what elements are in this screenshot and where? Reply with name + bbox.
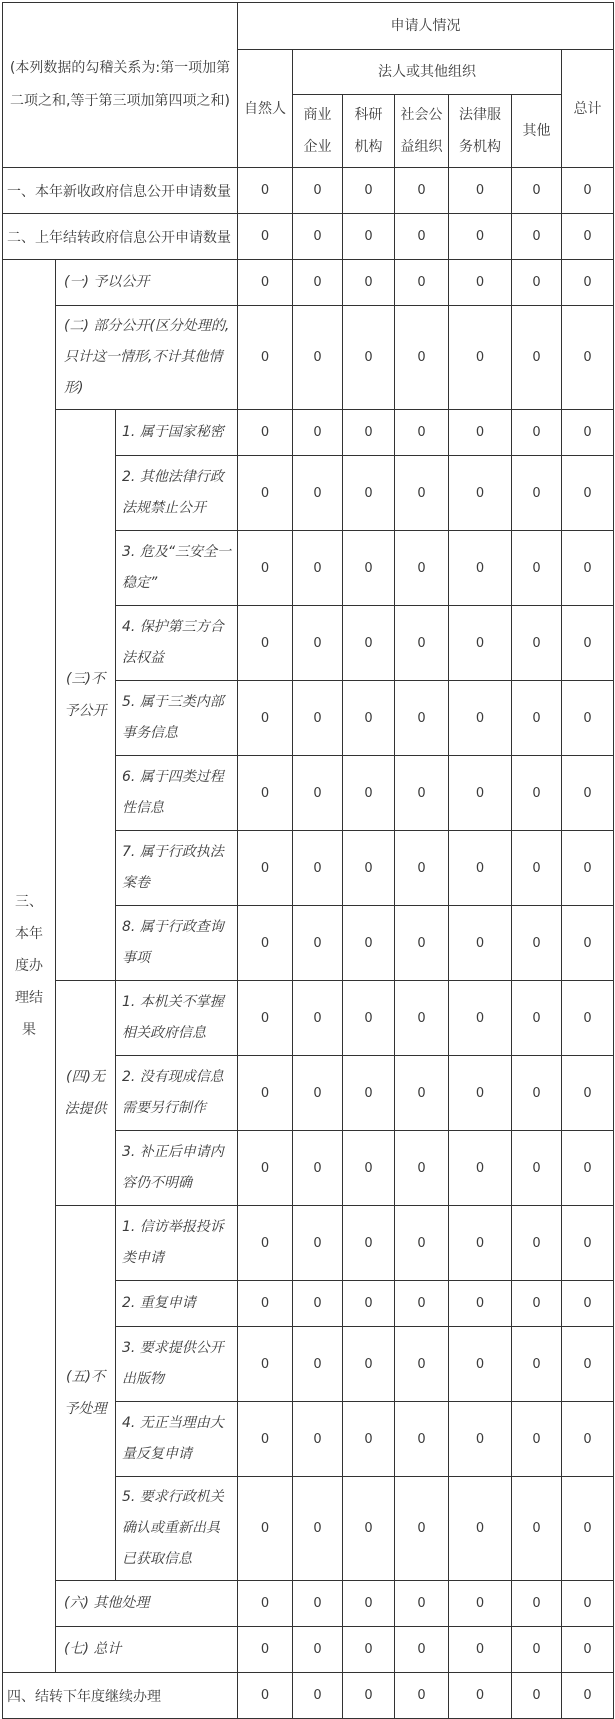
value-cell: 0 (395, 831, 449, 906)
value-cell: 0 (238, 410, 293, 456)
value-cell: 0 (238, 1281, 293, 1327)
value-cell: 0 (512, 410, 562, 456)
header-org-column: 社会公益组织 (395, 95, 449, 168)
header-org-column: 其他 (512, 95, 562, 168)
value-cell: 0 (238, 831, 293, 906)
value-cell: 0 (343, 1477, 395, 1581)
item-label: 6. 属于四类过程性信息 (116, 756, 238, 831)
table-row (3, 1581, 614, 1627)
value-cell: 0 (395, 410, 449, 456)
value-cell: 0 (293, 1627, 343, 1673)
value-cell: 0 (512, 1206, 562, 1281)
value-cell: 0 (449, 681, 512, 756)
table-row (3, 260, 614, 306)
value-cell: 0 (343, 1327, 395, 1402)
value-cell: 0 (395, 214, 449, 260)
value-cell: 0 (449, 1581, 512, 1627)
value-cell: 0 (238, 1673, 293, 1719)
value-cell: 0 (293, 756, 343, 831)
value-cell: 0 (449, 168, 512, 214)
value-cell: 0 (343, 456, 395, 531)
value-cell: 0 (293, 1581, 343, 1627)
value-cell: 0 (449, 606, 512, 681)
row-label: 二、上年结转政府信息公开申请数量 (3, 214, 238, 260)
group-label: (二) 部分公开(区分处理的,只计这一情形,不计其他情形) (56, 306, 238, 410)
header-org-column: 商业企业 (293, 95, 343, 168)
value-cell: 0 (395, 1281, 449, 1327)
value-cell: 0 (395, 1477, 449, 1581)
value-cell: 0 (293, 1327, 343, 1402)
table-row (3, 410, 614, 456)
value-cell: 0 (449, 1056, 512, 1131)
value-cell: 0 (293, 168, 343, 214)
item-label: 3. 补正后申请内容仍不明确 (116, 1131, 238, 1206)
header-applicant-status: 申请人情况 (238, 3, 614, 50)
value-cell: 0 (449, 1402, 512, 1477)
group-label: (六) 其他处理 (56, 1581, 238, 1627)
value-cell: 0 (512, 1281, 562, 1327)
value-cell: 0 (343, 214, 395, 260)
value-cell: 0 (238, 1402, 293, 1477)
value-cell: 0 (395, 1581, 449, 1627)
value-cell: 0 (562, 1402, 614, 1477)
value-cell: 0 (449, 1327, 512, 1402)
value-cell: 0 (512, 1402, 562, 1477)
disclosure-table (2, 2, 614, 1719)
value-cell: 0 (512, 681, 562, 756)
value-cell: 0 (562, 681, 614, 756)
value-cell: 0 (238, 456, 293, 531)
value-cell: 0 (395, 168, 449, 214)
value-cell: 0 (238, 306, 293, 410)
value-cell: 0 (238, 606, 293, 681)
value-cell: 0 (449, 531, 512, 606)
value-cell: 0 (512, 260, 562, 306)
value-cell: 0 (449, 1281, 512, 1327)
value-cell: 0 (395, 981, 449, 1056)
value-cell: 0 (562, 1056, 614, 1131)
value-cell: 0 (562, 906, 614, 981)
value-cell: 0 (562, 1327, 614, 1402)
value-cell: 0 (343, 1206, 395, 1281)
value-cell: 0 (562, 1281, 614, 1327)
item-label: 1. 本机关不掌握相关政府信息 (116, 981, 238, 1056)
value-cell: 0 (343, 260, 395, 306)
value-cell: 0 (562, 1627, 614, 1673)
value-cell: 0 (293, 1206, 343, 1281)
table-row (3, 168, 614, 214)
value-cell: 0 (512, 1056, 562, 1131)
value-cell: 0 (512, 1327, 562, 1402)
value-cell: 0 (238, 906, 293, 981)
value-cell: 0 (395, 1327, 449, 1402)
value-cell: 0 (343, 531, 395, 606)
value-cell: 0 (512, 531, 562, 606)
value-cell: 0 (293, 906, 343, 981)
value-cell: 0 (238, 260, 293, 306)
value-cell: 0 (343, 410, 395, 456)
value-cell: 0 (562, 260, 614, 306)
value-cell: 0 (343, 1581, 395, 1627)
value-cell: 0 (293, 1056, 343, 1131)
value-cell: 0 (293, 214, 343, 260)
value-cell: 0 (512, 1627, 562, 1673)
value-cell: 0 (512, 1477, 562, 1581)
value-cell: 0 (449, 906, 512, 981)
table-row (3, 214, 614, 260)
corner-note: (本列数据的勾稽关系为:第一项加第二项之和,等于第三项加第四项之和) (3, 3, 238, 168)
value-cell: 0 (395, 456, 449, 531)
value-cell: 0 (238, 1056, 293, 1131)
header-legal-or-other-org: 法人或其他组织 (293, 50, 562, 95)
item-label: 8. 属于行政查询事项 (116, 906, 238, 981)
header-row-applicant (3, 3, 614, 50)
value-cell: 0 (562, 1477, 614, 1581)
item-label: 3. 要求提供公开出版物 (116, 1327, 238, 1402)
value-cell: 0 (512, 168, 562, 214)
value-cell: 0 (293, 456, 343, 531)
value-cell: 0 (449, 831, 512, 906)
row-label: 一、本年新收政府信息公开申请数量 (3, 168, 238, 214)
item-label: 3. 危及“三安全一稳定” (116, 531, 238, 606)
group-label: (三)不予公开 (56, 410, 116, 981)
value-cell: 0 (449, 981, 512, 1056)
value-cell: 0 (512, 756, 562, 831)
value-cell: 0 (562, 410, 614, 456)
value-cell: 0 (343, 1131, 395, 1206)
value-cell: 0 (343, 1627, 395, 1673)
value-cell: 0 (395, 306, 449, 410)
table-body (3, 3, 614, 1719)
value-cell: 0 (395, 1131, 449, 1206)
value-cell: 0 (562, 1206, 614, 1281)
value-cell: 0 (449, 260, 512, 306)
value-cell: 0 (395, 1206, 449, 1281)
item-label: 5. 要求行政机关确认或重新出具已获取信息 (116, 1477, 238, 1581)
value-cell: 0 (562, 168, 614, 214)
value-cell: 0 (512, 1581, 562, 1627)
value-cell: 0 (562, 606, 614, 681)
value-cell: 0 (395, 906, 449, 981)
group-label: (五)不予处理 (56, 1206, 116, 1581)
value-cell: 0 (449, 410, 512, 456)
value-cell: 0 (343, 681, 395, 756)
value-cell: 0 (238, 1581, 293, 1627)
value-cell: 0 (238, 168, 293, 214)
value-cell: 0 (562, 214, 614, 260)
header-org-column: 法律服务机构 (449, 95, 512, 168)
value-cell: 0 (238, 1206, 293, 1281)
value-cell: 0 (343, 306, 395, 410)
value-cell: 0 (293, 1477, 343, 1581)
value-cell: 0 (293, 531, 343, 606)
value-cell: 0 (238, 1627, 293, 1673)
item-label: 4. 无正当理由大量反复申请 (116, 1402, 238, 1477)
value-cell: 0 (343, 1402, 395, 1477)
value-cell: 0 (562, 531, 614, 606)
value-cell: 0 (512, 906, 562, 981)
value-cell: 0 (395, 531, 449, 606)
value-cell: 0 (562, 1131, 614, 1206)
row-label: 四、结转下年度继续办理 (3, 1673, 238, 1719)
value-cell: 0 (293, 1131, 343, 1206)
value-cell: 0 (512, 981, 562, 1056)
header-org-column: 科研机构 (343, 95, 395, 168)
value-cell: 0 (293, 1281, 343, 1327)
value-cell: 0 (449, 756, 512, 831)
value-cell: 0 (512, 306, 562, 410)
header-natural-person: 自然人 (238, 50, 293, 168)
value-cell: 0 (395, 756, 449, 831)
value-cell: 0 (293, 260, 343, 306)
value-cell: 0 (293, 1673, 343, 1719)
value-cell: 0 (395, 1673, 449, 1719)
item-label: 7. 属于行政执法案卷 (116, 831, 238, 906)
item-label: 2. 没有现成信息需要另行制作 (116, 1056, 238, 1131)
value-cell: 0 (512, 456, 562, 531)
value-cell: 0 (293, 681, 343, 756)
table-row (3, 981, 614, 1056)
section-label: 三、本年度办理结果 (3, 260, 56, 1673)
value-cell: 0 (343, 981, 395, 1056)
value-cell: 0 (562, 1673, 614, 1719)
group-label: (一) 予以公开 (56, 260, 238, 306)
value-cell: 0 (395, 1402, 449, 1477)
value-cell: 0 (562, 306, 614, 410)
value-cell: 0 (293, 1402, 343, 1477)
value-cell: 0 (449, 1131, 512, 1206)
group-label: (七) 总计 (56, 1627, 238, 1673)
value-cell: 0 (238, 214, 293, 260)
value-cell: 0 (238, 1477, 293, 1581)
value-cell: 0 (343, 906, 395, 981)
item-label: 1. 属于国家秘密 (116, 410, 238, 456)
value-cell: 0 (449, 1627, 512, 1673)
value-cell: 0 (449, 1673, 512, 1719)
value-cell: 0 (512, 1673, 562, 1719)
value-cell: 0 (395, 260, 449, 306)
item-label: 5. 属于三类内部事务信息 (116, 681, 238, 756)
item-label: 2. 重复申请 (116, 1281, 238, 1327)
item-label: 2. 其他法律行政法规禁止公开 (116, 456, 238, 531)
value-cell: 0 (449, 456, 512, 531)
value-cell: 0 (238, 756, 293, 831)
value-cell: 0 (449, 1477, 512, 1581)
value-cell: 0 (395, 606, 449, 681)
value-cell: 0 (238, 1131, 293, 1206)
value-cell: 0 (562, 756, 614, 831)
value-cell: 0 (395, 1056, 449, 1131)
value-cell: 0 (343, 168, 395, 214)
value-cell: 0 (562, 1581, 614, 1627)
value-cell: 0 (343, 606, 395, 681)
item-label: 1. 信访举报投诉类申请 (116, 1206, 238, 1281)
header-total: 总计 (562, 50, 614, 168)
value-cell: 0 (343, 756, 395, 831)
value-cell: 0 (293, 831, 343, 906)
value-cell: 0 (293, 981, 343, 1056)
value-cell: 0 (343, 1281, 395, 1327)
group-label: (四)无法提供 (56, 981, 116, 1206)
table-row (3, 1627, 614, 1673)
value-cell: 0 (238, 531, 293, 606)
value-cell: 0 (562, 981, 614, 1056)
value-cell: 0 (293, 410, 343, 456)
table-row (3, 1206, 614, 1281)
table-row (3, 306, 614, 410)
value-cell: 0 (449, 306, 512, 410)
value-cell: 0 (449, 1206, 512, 1281)
value-cell: 0 (512, 606, 562, 681)
value-cell: 0 (562, 831, 614, 906)
value-cell: 0 (395, 1627, 449, 1673)
value-cell: 0 (293, 606, 343, 681)
value-cell: 0 (293, 306, 343, 410)
value-cell: 0 (238, 981, 293, 1056)
value-cell: 0 (449, 214, 512, 260)
value-cell: 0 (343, 831, 395, 906)
item-label: 4. 保护第三方合法权益 (116, 606, 238, 681)
value-cell: 0 (512, 214, 562, 260)
value-cell: 0 (562, 456, 614, 531)
value-cell: 0 (343, 1673, 395, 1719)
value-cell: 0 (512, 1131, 562, 1206)
value-cell: 0 (343, 1056, 395, 1131)
value-cell: 0 (238, 681, 293, 756)
value-cell: 0 (512, 831, 562, 906)
value-cell: 0 (395, 681, 449, 756)
value-cell: 0 (238, 1327, 293, 1402)
